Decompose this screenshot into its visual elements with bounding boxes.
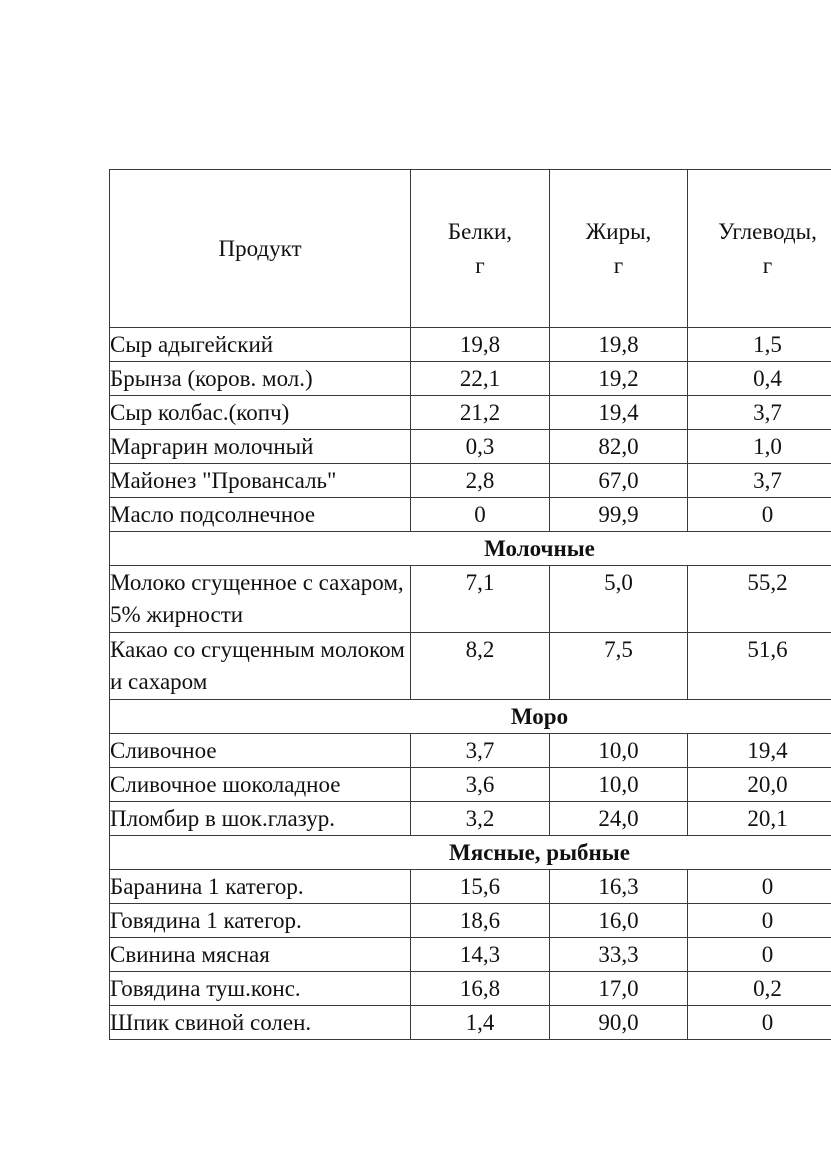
fat-cell: 7,5 xyxy=(550,633,688,700)
nutrition-table xyxy=(109,169,831,1040)
table-row xyxy=(110,633,831,700)
section-header-row xyxy=(110,700,831,734)
product-name-cell: Сливочное шоколадное xyxy=(110,768,411,802)
table-row xyxy=(110,328,831,362)
table-row xyxy=(110,938,831,972)
fat-cell: 99,9 xyxy=(550,498,688,532)
protein-cell: 14,3 xyxy=(411,938,550,972)
protein-cell: 16,8 xyxy=(411,972,550,1006)
header-protein: Белки, г xyxy=(411,170,550,328)
carbs-cell: 0 xyxy=(688,904,831,938)
fat-cell: 17,0 xyxy=(550,972,688,1006)
product-name-cell: Масло подсолнечное xyxy=(110,498,411,532)
fat-cell: 33,3 xyxy=(550,938,688,972)
fat-cell: 90,0 xyxy=(550,1006,688,1040)
product-name-cell: Пломбир в шок.глазур. xyxy=(110,802,411,836)
product-name-cell: Сыр адыгейский xyxy=(110,328,411,362)
carbs-cell: 0,2 xyxy=(688,972,831,1006)
carbs-cell: 3,7 xyxy=(688,464,831,498)
fat-cell: 16,0 xyxy=(550,904,688,938)
product-name-cell: Сыр колбас.(копч) xyxy=(110,396,411,430)
protein-cell: 0,3 xyxy=(411,430,550,464)
section-header-row xyxy=(110,836,831,870)
fat-cell: 5,0 xyxy=(550,566,688,633)
product-name-cell: Брынза (коров. мол.) xyxy=(110,362,411,396)
product-name-cell: Сливочное xyxy=(110,734,411,768)
protein-cell: 3,6 xyxy=(411,768,550,802)
carbs-cell: 3,7 xyxy=(688,396,831,430)
protein-cell: 7,1 xyxy=(411,566,550,633)
table-row xyxy=(110,972,831,1006)
carbs-cell: 19,4 xyxy=(688,734,831,768)
protein-cell: 3,2 xyxy=(411,802,550,836)
header-carbs: Углеводы, г xyxy=(688,170,831,328)
product-name-cell: Какао со сгущенным молоком и сахаром xyxy=(110,633,411,700)
product-name-cell: Говядина туш.конс. xyxy=(110,972,411,1006)
carbs-cell: 0 xyxy=(688,870,831,904)
fat-cell: 16,3 xyxy=(550,870,688,904)
fat-cell: 67,0 xyxy=(550,464,688,498)
fat-cell: 82,0 xyxy=(550,430,688,464)
section-title: Мясные, рыбные xyxy=(110,836,831,870)
table-row xyxy=(110,498,831,532)
table-row xyxy=(110,464,831,498)
product-name-cell: Маргарин молочный xyxy=(110,430,411,464)
carbs-cell: 0 xyxy=(688,1006,831,1040)
fat-cell: 19,8 xyxy=(550,328,688,362)
table-row xyxy=(110,904,831,938)
product-name-cell: Баранина 1 категор. xyxy=(110,870,411,904)
protein-cell: 21,2 xyxy=(411,396,550,430)
carbs-cell: 20,0 xyxy=(688,768,831,802)
table-row xyxy=(110,768,831,802)
carbs-cell: 0,4 xyxy=(688,362,831,396)
fat-cell: 10,0 xyxy=(550,768,688,802)
table-row xyxy=(110,1006,831,1040)
protein-cell: 19,8 xyxy=(411,328,550,362)
carbs-cell: 0 xyxy=(688,938,831,972)
protein-cell: 3,7 xyxy=(411,734,550,768)
product-name-cell: Свинина мясная xyxy=(110,938,411,972)
protein-cell: 8,2 xyxy=(411,633,550,700)
product-name-cell: Говядина 1 категор. xyxy=(110,904,411,938)
section-title: Молочные xyxy=(110,532,831,566)
table-row xyxy=(110,566,831,633)
protein-cell: 1,4 xyxy=(411,1006,550,1040)
fat-cell: 10,0 xyxy=(550,734,688,768)
protein-cell: 0 xyxy=(411,498,550,532)
table-row xyxy=(110,362,831,396)
header-row xyxy=(110,170,831,328)
fat-cell: 24,0 xyxy=(550,802,688,836)
table-row xyxy=(110,802,831,836)
product-name-cell: Молоко сгущенное с сахаром, 5% жирности xyxy=(110,566,411,633)
section-title: Моро xyxy=(110,700,831,734)
table-row xyxy=(110,734,831,768)
carbs-cell: 0 xyxy=(688,498,831,532)
protein-cell: 22,1 xyxy=(411,362,550,396)
protein-cell: 15,6 xyxy=(411,870,550,904)
table-row xyxy=(110,396,831,430)
carbs-cell: 1,0 xyxy=(688,430,831,464)
protein-cell: 2,8 xyxy=(411,464,550,498)
table-row xyxy=(110,430,831,464)
carbs-cell: 51,6 xyxy=(688,633,831,700)
fat-cell: 19,4 xyxy=(550,396,688,430)
section-header-row xyxy=(110,532,831,566)
header-product: Продукт xyxy=(110,170,411,328)
product-name-cell: Шпик свиной солен. xyxy=(110,1006,411,1040)
table-row xyxy=(110,870,831,904)
fat-cell: 19,2 xyxy=(550,362,688,396)
carbs-cell: 55,2 xyxy=(688,566,831,633)
carbs-cell: 1,5 xyxy=(688,328,831,362)
product-name-cell: Майонез "Провансаль" xyxy=(110,464,411,498)
protein-cell: 18,6 xyxy=(411,904,550,938)
carbs-cell: 20,1 xyxy=(688,802,831,836)
header-fat: Жиры, г xyxy=(550,170,688,328)
